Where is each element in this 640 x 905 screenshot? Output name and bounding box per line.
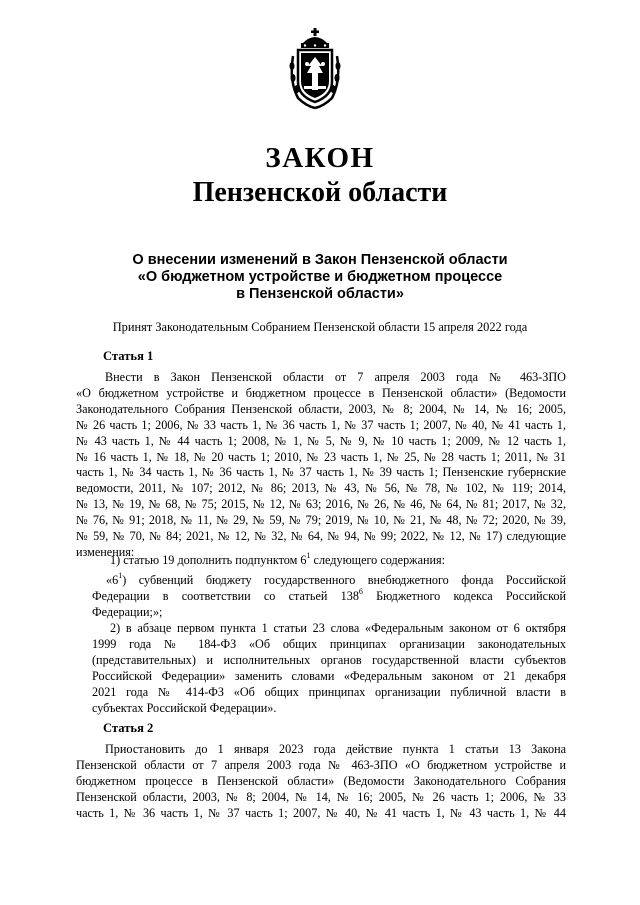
heading-line: О внесении изменений в Закон Пензенской области	[132, 252, 508, 268]
text-line: 2) в абзаце первом пункта 1 статьи 23 слова «Федеральным законом от 6 октября	[110, 621, 566, 635]
superscript: 6	[358, 586, 363, 596]
text-line: № 43 часть 1, № 44 часть 1; 2008, № 1, № 5, № 9, № 10 часть 1; 2009, № 12 часть 1,	[76, 433, 566, 448]
article-1-intro	[76, 370, 566, 561]
text-fragment: 1) статью 19 дополнить подпунктом 6	[110, 553, 307, 567]
text-line	[92, 586, 566, 605]
text-line: № 13, № 19, № 68, № 75; 2015, № 12, № 63; 2016, № 26, № 46, № 64, № 81; 2017, № 32,	[76, 497, 566, 512]
text-line: 2021 года № 414-ФЗ «Об общих принципах организации публичной власти в	[92, 684, 566, 699]
text-line: субъектах Российской Федерации».	[92, 700, 277, 715]
text-line: Пензенской области от 7 апреля 2003 года № 463-ЗПО «О бюджетном устройстве и	[76, 757, 566, 772]
text-line: Федерации;»;	[92, 604, 163, 619]
article-1-item-1-quote	[92, 570, 566, 621]
heading-line: в Пензенской области»	[236, 286, 404, 302]
text-line: Пензенской области, 2003, № 8; 2004, № 14, № 16; 2005, № 26 часть 1; 2006, № 33	[76, 789, 566, 804]
law-heading	[60, 252, 580, 303]
text-line: бюджетном процессе в Пензенской области» (Ведомости Законодательного Собрания	[76, 773, 566, 788]
penza-coat-of-arms-icon	[288, 26, 342, 110]
text-line: Приостановить до 1 января 2023 года действие пункта 1 статьи 13 Закона	[105, 742, 566, 756]
text-line: № 76, № 91; 2018, № 11, № 29, № 59, № 79; 2019, № 10, № 21, № 48, № 72; 2020, № 39,	[76, 513, 566, 528]
text-fragment: «6	[106, 573, 119, 587]
text-line: «О бюджетном устройстве и бюджетном процессе в Пензенской области» (Ведомости	[76, 385, 566, 400]
text-line: № 59, № 70, № 84; 2021, № 12, № 32, № 64, № 94, № 99; 2022, № 12, № 17) следующие	[76, 529, 566, 544]
article-1-item-1	[110, 550, 584, 569]
text-line: № 16 часть 1, № 18, № 20 часть 1; 2010, № 23 часть 1, № 25, № 28 часть 1; 2011, № 31	[76, 449, 566, 464]
text-fragment: следующего содержания:	[310, 553, 446, 567]
text-line: изменения:	[76, 544, 135, 559]
text-line: часть 1, № 36 часть 1, № 37 часть 1; 2007, № 40, № 41 часть 1, № 43 часть 1, № 44	[76, 805, 566, 820]
text-line: часть 1, № 34 часть 1, № 36 часть 1, № 37 часть 1, № 39 часть 1; Пензенские губернские	[76, 465, 566, 480]
text-fragment: ) субвенций бюджету государственного внебюджетного фонда Российской	[122, 573, 566, 587]
text-line: Российской Федерации» заменить словами «Федеральным законом от 21 декабря	[92, 668, 566, 683]
text-line: Законодательного Собрания Пензенской области, 2003, № 8; 2004, № 14, № 16; 2005,	[76, 401, 566, 416]
document-region: Пензенской области	[192, 177, 448, 208]
superscript: 1	[118, 570, 123, 580]
superscript: 1	[306, 550, 311, 560]
article-2-title: Статья 2	[103, 721, 154, 735]
text-line: Внести в Закон Пензенской области от 7 апреля 2003 года № 463-ЗПО	[105, 370, 566, 384]
adoption-note: Принят Законодательным Собранием Пензенской области 15 апреля 2022 года	[112, 320, 528, 334]
article-2-body	[76, 742, 566, 822]
text-line: ведомости, 2011, № 107; 2012, № 86; 2013, № 43, № 56, № 78, № 102, № 119; 2014,	[76, 481, 566, 496]
article-1-title: Статья 1	[103, 349, 154, 363]
document-title: ЗАКОН	[265, 142, 375, 174]
text-line: № 26 часть 1; 2006, № 33 часть 1, № 36 часть 1, № 37 часть 1; 2007, № 40, № 41 часть 1,	[76, 417, 566, 432]
text-line: (представительных) и исполнительных органов государственной власти субъектов	[92, 652, 566, 667]
text-line	[92, 570, 566, 589]
text-fragment: Федерации в соответствии со статьей 138	[92, 588, 359, 603]
text-line: 1999 года № 184-ФЗ «Об общих принципах организации законодательных	[92, 636, 566, 651]
text-fragment: Бюджетного кодекса Российской	[362, 588, 566, 603]
heading-line: «О бюджетном устройстве и бюджетном процессе	[137, 269, 503, 285]
article-1-item-2	[92, 621, 566, 716]
